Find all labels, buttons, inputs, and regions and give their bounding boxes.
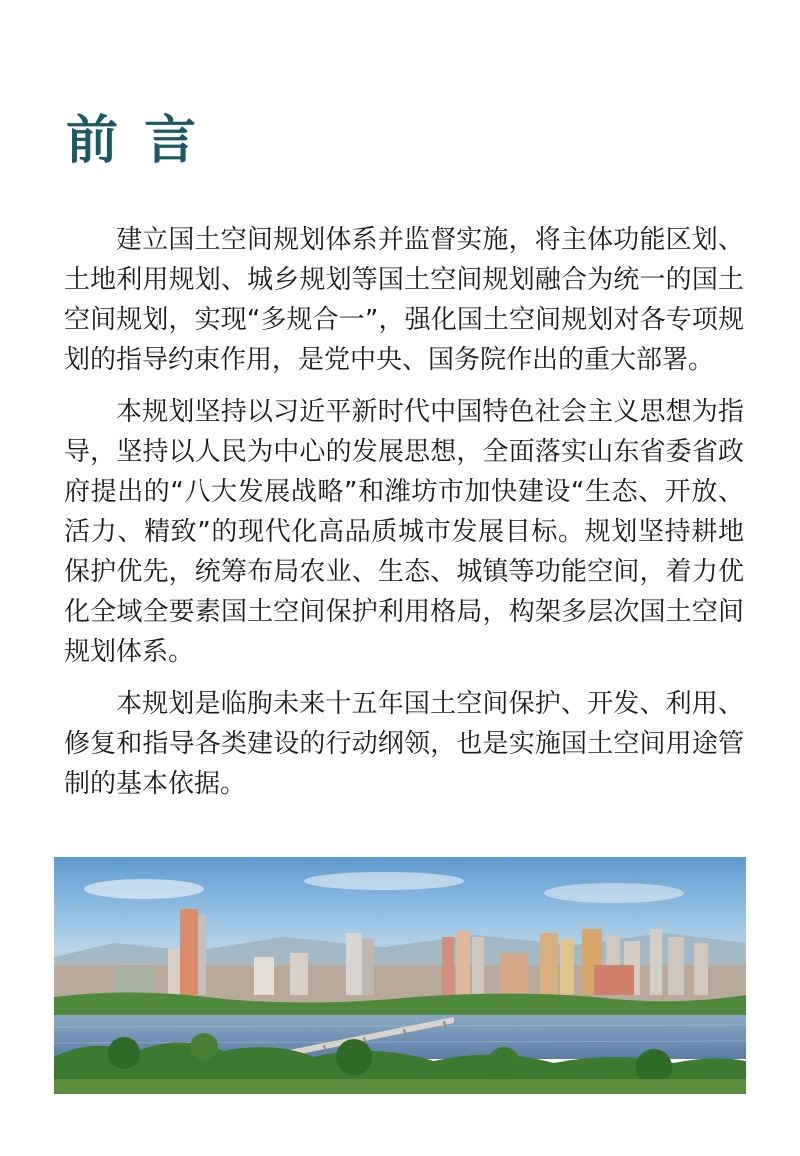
page-title: 前 言 xyxy=(66,111,201,171)
preface-paragraph-2: 本规划坚持以习近平新时代中国特色社会主义思想为指导，坚持以人民为中心的发展思想，全面落实山东省委省政府提出的“八大发展战略”和潍坊市加快建设“生态、开放、活力、精致”的现代化高品质城市发展目标。规划坚持耕地保护优先，统筹布局农业、生态、城镇等功能空间，着力优化全域全要素国土空间保护利用格局，构架多层次国土空间规划体系。 xyxy=(64,397,744,667)
preface-body xyxy=(64,220,744,816)
preface-paragraph-1: 建立国土空间规划体系并监督实施，将主体功能区划、土地利用规划、城乡规划等国土空间规划融合为统一的国土空间规划，实现“多规合一”，强化国土空间规划对各专项规划的指导约束作用，是党中央、国务院作出的重大部署。 xyxy=(64,225,744,375)
preface-paragraph-3: 本规划是临朐未来十五年国土空间保护、开发、利用、修复和指导各类建设的行动纲领，也是实施国土空间用途管制的基本依据。 xyxy=(64,689,744,799)
city-river-photo xyxy=(54,857,746,1094)
